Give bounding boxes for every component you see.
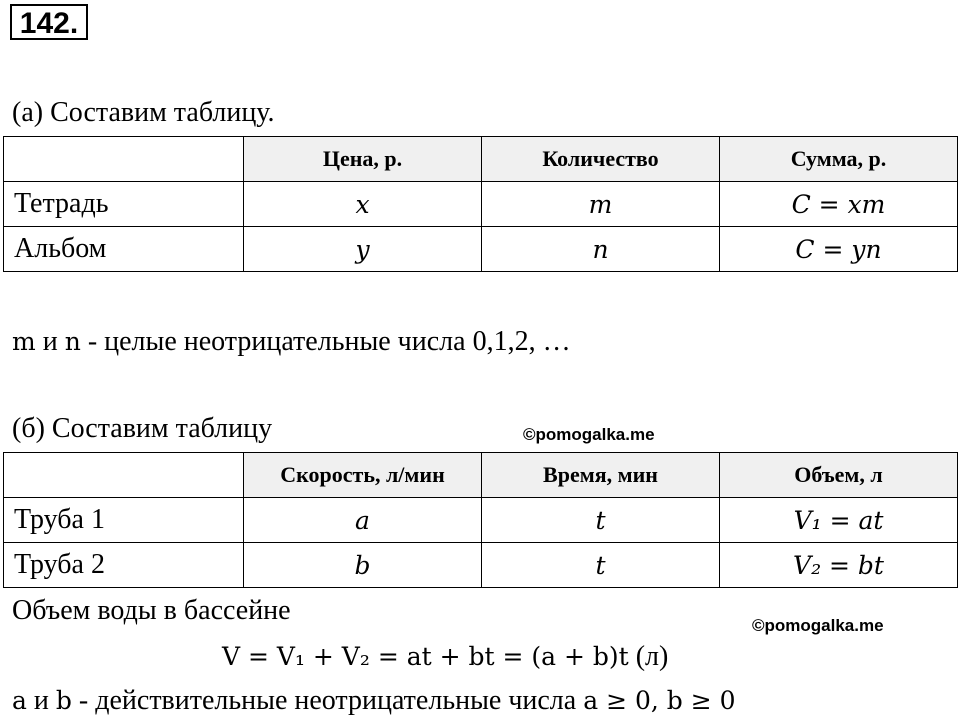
table-row: [4, 227, 958, 272]
note-variable-n: n: [64, 327, 81, 356]
note-variable-m: m: [12, 327, 36, 356]
part-b-heading: (б) Составим таблицу: [12, 413, 273, 444]
note-and: и: [35, 326, 65, 357]
column-header-time: Время, мин: [482, 453, 720, 498]
conclusion-text: - действительные неотрицательные числа: [71, 685, 584, 716]
problem-number: 142.: [10, 4, 88, 40]
formula-expression: V = V₁ + V₂ = at + bt = (a + b)t: [222, 642, 629, 671]
conclusion: [12, 684, 736, 718]
cell-price: x: [244, 182, 482, 227]
cell-sum: C = xm: [720, 182, 958, 227]
cell-quantity: n: [482, 227, 720, 272]
table-a: [3, 136, 958, 272]
column-header: [4, 453, 244, 498]
cell-price: y: [244, 227, 482, 272]
column-header-sum: Сумма, р.: [720, 137, 958, 182]
watermark: ©pomogalka.me: [523, 425, 655, 444]
cell-volume: V₁ = at: [720, 498, 958, 543]
volume-label: Объем воды в бассейне: [12, 595, 291, 626]
column-header-speed: Скорость, л/мин: [244, 453, 482, 498]
watermark: ©pomogalka.me: [752, 616, 884, 635]
cell-sum: C = yn: [720, 227, 958, 272]
formula-unit: (л): [628, 641, 669, 672]
cell-volume: V₂ = bt: [720, 543, 958, 588]
part-a-heading: (а) Составим таблицу.: [12, 97, 275, 128]
conclusion-inequality: a ≥ 0, b ≥ 0: [583, 686, 736, 715]
cell-time: t: [482, 543, 720, 588]
cell-time: t: [482, 498, 720, 543]
row-label: Тетрадь: [4, 182, 244, 227]
cell-quantity: m: [482, 182, 720, 227]
conclusion-variable-a: a: [12, 686, 27, 715]
part-a-note: [12, 325, 571, 359]
row-label: Альбом: [4, 227, 244, 272]
table-row: [4, 182, 958, 227]
conclusion-variable-b: b: [55, 686, 72, 715]
column-header-price: Цена, р.: [244, 137, 482, 182]
table-row: [4, 543, 958, 588]
table-b: [3, 452, 958, 588]
volume-formula: [222, 640, 668, 674]
table-a-header: [4, 137, 958, 182]
conclusion-and: и: [26, 685, 56, 716]
cell-speed: b: [244, 543, 482, 588]
row-label: Труба 2: [4, 543, 244, 588]
note-text: - целые неотрицательные числа 0,1,2, …: [80, 326, 571, 357]
cell-speed: a: [244, 498, 482, 543]
table-b-header: [4, 453, 958, 498]
row-label: Труба 1: [4, 498, 244, 543]
column-header-quantity: Количество: [482, 137, 720, 182]
column-header-volume: Объем, л: [720, 453, 958, 498]
column-header: [4, 137, 244, 182]
table-row: [4, 498, 958, 543]
